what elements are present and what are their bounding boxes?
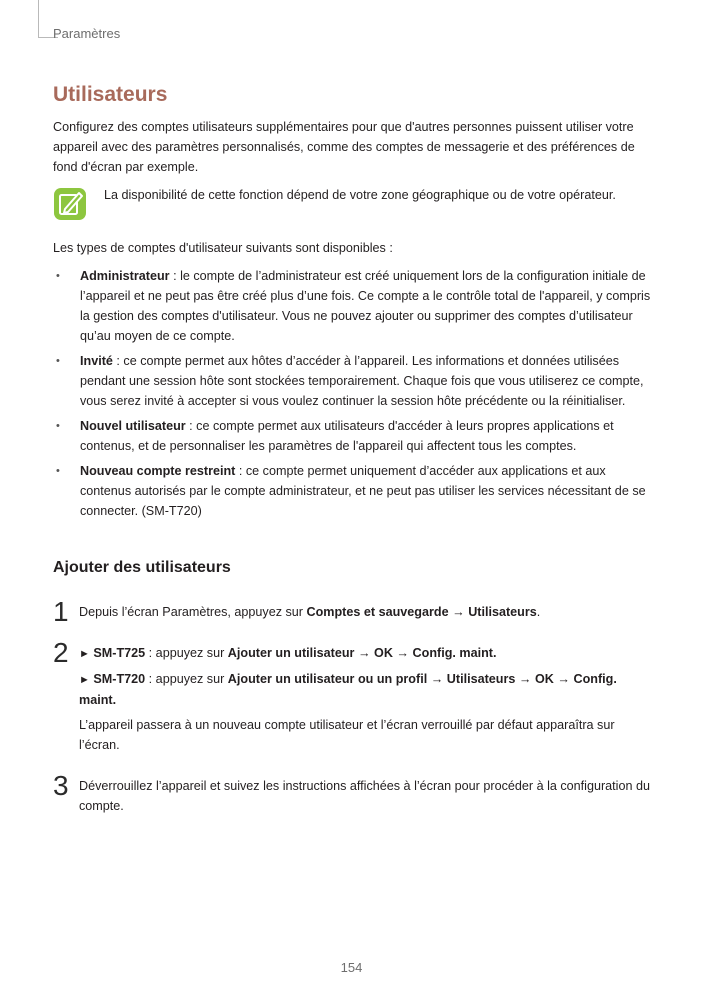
note-text: La disponibilité de cette fonction dépend de votre zone géographique ou de votre opérateur. — [104, 188, 616, 202]
description: : le compte de l’administrateur est créé uniquement lors de la configuration initiale de l’appareil et ne peut pas être créé plus d’une fois. Ce compte a le contrôle total de l'appareil, y compris la gestion des comptes d'utilisateur. Vous ne pouvez ajouter ou supprimer des comptes d’utilisateur qu’au moyen de ce compte. — [80, 269, 651, 343]
list-item — [56, 416, 656, 456]
page-title: Utilisateurs — [53, 83, 168, 106]
step-result: L’appareil passera à un nouveau compte utilisateur et l’écran verrouillé par défaut apparaîtra sur l’écran. — [79, 718, 615, 752]
section-title: Ajouter des utilisateurs — [53, 559, 231, 576]
step-text: Déverrouillez l’appareil et suivez les instructions affichées à l’écran pour procéder à la configuration du compte. — [79, 779, 650, 813]
bullet-icon: • — [56, 465, 60, 477]
step-text-sm-t720: ► SM-T720 : appuyez sur Ajouter un utilisateur ou un profil → Utilisateurs → OK → Config. maint. — [79, 672, 617, 707]
term: Administrateur — [80, 269, 170, 283]
intro-paragraph: Configurez des comptes utilisateurs supplémentaires pour que d'autres personnes puissent utiliser votre appareil avec des paramètres personnalisés, comme des comptes de messagerie et des préférences de fond d'écran par exemple. — [53, 120, 635, 174]
step-number: 2 — [53, 637, 69, 668]
term: Invité — [80, 354, 113, 368]
play-arrow-icon: ► — [79, 648, 90, 660]
description: : ce compte permet aux hôtes d’accéder à l’appareil. Les informations et données utilisées pendant une session hôte sont stockées temporairement. Chaque fois que vous utiliserez ce compte, vous serez invité à accepter si vous voulez continuer la session hôte précédente ou la réinitialiser. — [80, 354, 644, 408]
step-text: Depuis l’écran Paramètres, appuyez sur Comptes et sauvegarde → Utilisateurs. — [79, 605, 541, 619]
step-text-sm-t725: ► SM-T725 : appuyez sur Ajouter un utilisateur → OK → Config. maint. — [79, 646, 497, 660]
step-2 — [53, 637, 653, 760]
step-number: 1 — [53, 596, 69, 627]
page-number: 154 — [340, 960, 363, 975]
note-pencil-icon — [53, 187, 87, 221]
bullet-icon: • — [56, 355, 60, 367]
play-arrow-icon: ► — [79, 674, 90, 686]
step-3 — [53, 770, 653, 821]
step-number: 3 — [53, 770, 69, 801]
account-types-intro: Les types de comptes d'utilisateur suivants sont disponibles : — [53, 241, 393, 255]
bullet-icon: • — [56, 270, 60, 282]
running-header: Paramètres — [53, 26, 121, 41]
term: Nouveau compte restreint — [80, 464, 236, 478]
list-item — [56, 351, 656, 411]
term: Nouvel utilisateur — [80, 419, 186, 433]
bullet-icon: • — [56, 420, 60, 432]
account-types-list — [56, 266, 656, 526]
header-rule-vertical — [38, 0, 39, 37]
list-item — [56, 266, 656, 346]
description: : ce compte permet uniquement d’accéder aux applications et aux contenus autorisés par le compte administrateur, et ne peut pas utiliser les services nécessitant de se connecter. (SM-T720) — [80, 464, 646, 518]
step-1 — [53, 596, 653, 627]
description: : ce compte permet aux utilisateurs d'accéder à leurs propres applications et contenus, et de personnaliser les paramètres de l'appareil qui affectent tous les comptes. — [80, 419, 614, 453]
list-item — [56, 461, 656, 521]
